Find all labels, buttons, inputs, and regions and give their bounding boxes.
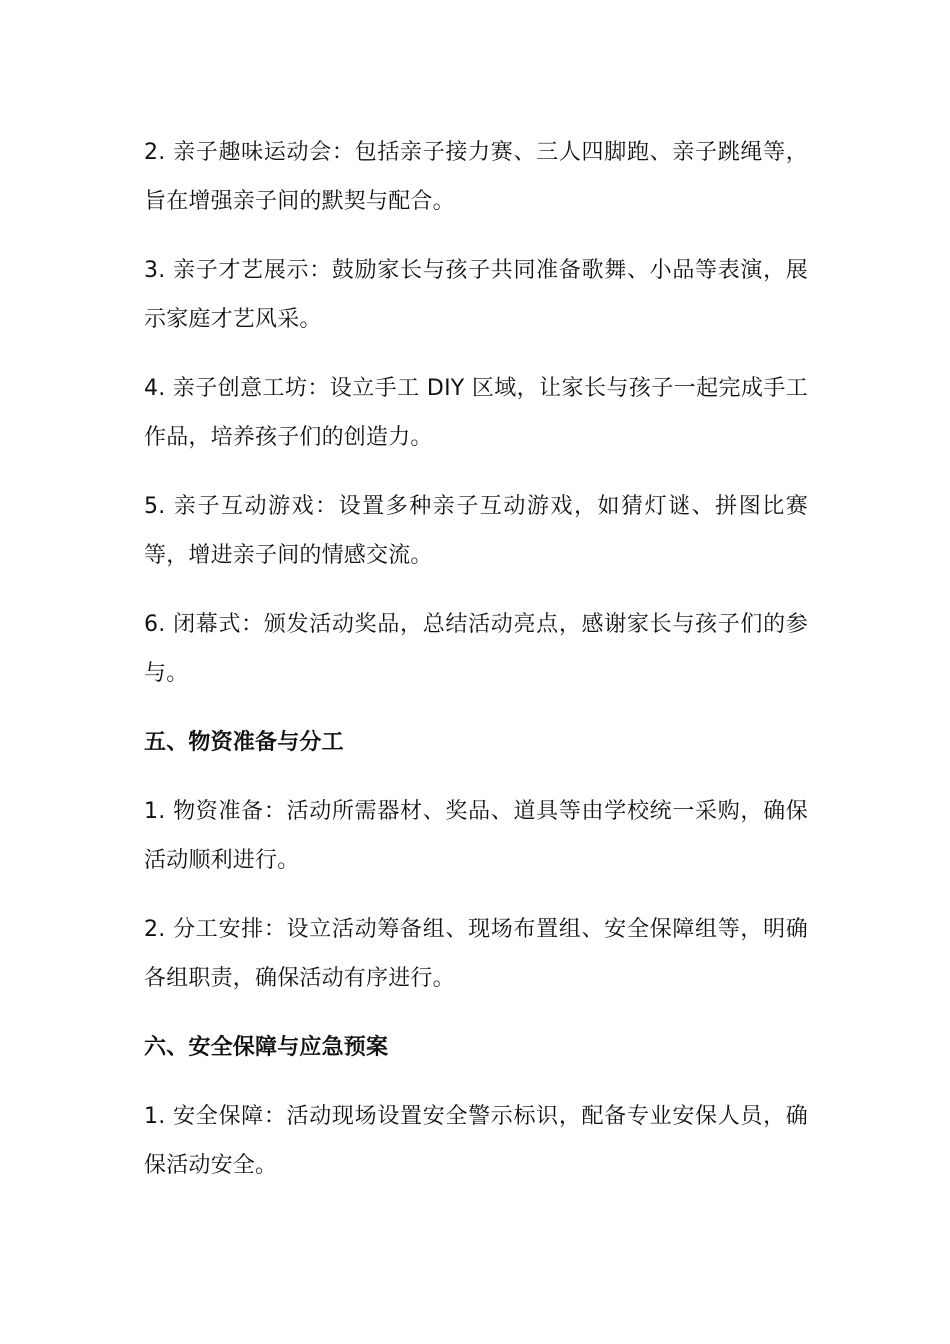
- paragraph-closing-ceremony: 6. 闭幕式：颁发活动奖品，总结活动亮点，感谢家长与孩子们的参与。: [144, 612, 808, 686]
- paragraph-interactive-games: 5. 亲子互动游戏：设置多种亲子互动游戏，如猜灯谜、拼图比赛等，增进亲子间的情感交流。: [144, 494, 808, 568]
- paragraph-safety-measures: 1. 安全保障：活动现场设置安全警示标识，配备专业安保人员，确保活动安全。: [144, 1104, 808, 1178]
- paragraph-sports-meet: 2. 亲子趣味运动会：包括亲子接力赛、三人四脚跑、亲子跳绳等，旨在增强亲子间的默契与配合。: [144, 140, 808, 214]
- paragraph-creative-workshop: 4. 亲子创意工坊：设立手工 DIY 区域，让家长与孩子一起完成手工作品，培养孩子们的创造力。: [144, 376, 808, 450]
- paragraph-division-of-labor: 2. 分工安排：设立活动筹备组、现场布置组、安全保障组等，明确各组职责，确保活动有序进行。: [144, 917, 808, 991]
- paragraph-material-prep: 1. 物资准备：活动所需器材、奖品、道具等由学校统一采购，确保活动顺利进行。: [144, 799, 808, 873]
- section-heading-safety: 六、安全保障与应急预案: [144, 1035, 389, 1060]
- section-heading-materials: 五、物资准备与分工: [144, 730, 344, 755]
- document-body: [144, 128, 808, 1210]
- paragraph-talent-show: 3. 亲子才艺展示：鼓励家长与孩子共同准备歌舞、小品等表演，展示家庭才艺风采。: [144, 258, 808, 332]
